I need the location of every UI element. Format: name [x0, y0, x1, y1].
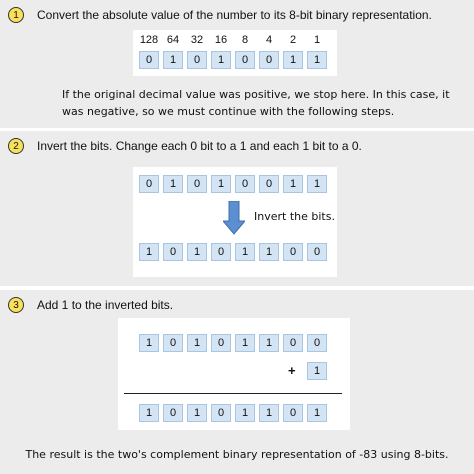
bit-cell: 0	[283, 404, 303, 422]
bit-cell: 0	[259, 175, 279, 193]
bit-cell: 0	[163, 243, 183, 261]
bit-weight: 64	[166, 34, 180, 46]
plus-sign: +	[288, 363, 296, 378]
step-1-number-badge: 1	[8, 7, 24, 23]
bit-weight: 16	[214, 34, 228, 46]
bit-cell: 0	[187, 175, 207, 193]
step-3-header	[8, 296, 173, 314]
original-bits-row	[139, 175, 331, 193]
sum-line	[124, 393, 342, 394]
bit-cell: 1	[139, 243, 159, 261]
bit-cell: 1	[163, 175, 183, 193]
step-2	[0, 131, 474, 286]
bit-cell: 1	[211, 51, 231, 69]
bit-cell: 1	[235, 243, 255, 261]
step-2-header	[8, 137, 362, 155]
bit-cell: 1	[259, 334, 279, 352]
bit-cell: 0	[163, 334, 183, 352]
bit-cell: 1	[211, 175, 231, 193]
step-1-instruction: Convert the absolute value of the number to its 8-bit binary representation.	[37, 8, 432, 22]
bit-cell: 0	[139, 51, 159, 69]
step-2-panel	[133, 167, 337, 277]
step-1-panel	[133, 30, 337, 76]
result-text: The result is the two's complement binary representation of -83 using 8-bits.	[25, 448, 449, 461]
step-3-instruction: Add 1 to the inverted bits.	[37, 298, 174, 312]
step-3-number-badge: 3	[8, 297, 24, 313]
bit-weight: 128	[139, 34, 159, 46]
bit-weight: 4	[265, 34, 273, 46]
binary-bits-row	[139, 51, 331, 69]
bit-cell: 0	[307, 334, 327, 352]
step-1	[0, 0, 474, 128]
bit-cell: 1	[139, 334, 159, 352]
bit-cell: 0	[259, 51, 279, 69]
step-2-instruction: Invert the bits. Change each 0 bit to a 1 and each 1 bit to a 0.	[37, 139, 362, 153]
step-2-number-badge: 2	[8, 138, 24, 154]
invert-bits-label: Invert the bits.	[254, 210, 335, 223]
down-arrow-icon	[223, 201, 245, 235]
bit-cell: 0	[211, 404, 231, 422]
bit-cell: 1	[283, 51, 303, 69]
bit-cell: 1	[235, 404, 255, 422]
note-line: If the original decimal value was positive, we stop here. In this case, it	[62, 88, 450, 101]
bit-cell: 1	[187, 404, 207, 422]
addend-cell: 1	[307, 362, 327, 380]
bit-weights-row	[139, 34, 331, 46]
bit-weight: 32	[190, 34, 204, 46]
bit-cell: 1	[235, 334, 255, 352]
bit-cell: 1	[187, 334, 207, 352]
bit-cell: 0	[211, 243, 231, 261]
bit-cell: 1	[187, 243, 207, 261]
note-line: was negative, so we must continue with the following steps.	[62, 105, 395, 118]
bit-cell: 1	[307, 175, 327, 193]
bit-cell: 1	[163, 51, 183, 69]
step-1-header	[8, 6, 432, 24]
bit-cell: 1	[283, 175, 303, 193]
bit-cell: 0	[139, 175, 159, 193]
bit-cell: 0	[235, 175, 255, 193]
bit-cell: 1	[307, 404, 327, 422]
bit-cell: 0	[163, 404, 183, 422]
sum-bits-row	[139, 404, 331, 422]
step-3	[0, 290, 474, 474]
bit-cell: 1	[259, 243, 279, 261]
bit-cell: 1	[307, 51, 327, 69]
bit-cell: 0	[283, 243, 303, 261]
step-1-note	[62, 86, 450, 120]
bit-cell: 0	[283, 334, 303, 352]
bit-cell: 0	[235, 51, 255, 69]
bit-weight: 1	[313, 34, 321, 46]
step-3-panel	[118, 318, 350, 430]
bit-cell: 0	[307, 243, 327, 261]
bit-cell: 1	[259, 404, 279, 422]
bit-cell: 1	[139, 404, 159, 422]
inverted-bits-row	[139, 334, 331, 352]
bit-weight: 2	[289, 34, 297, 46]
bit-weight: 8	[241, 34, 249, 46]
addend-row	[307, 362, 331, 380]
bit-cell: 0	[211, 334, 231, 352]
bit-cell: 0	[187, 51, 207, 69]
inverted-bits-row	[139, 243, 331, 261]
